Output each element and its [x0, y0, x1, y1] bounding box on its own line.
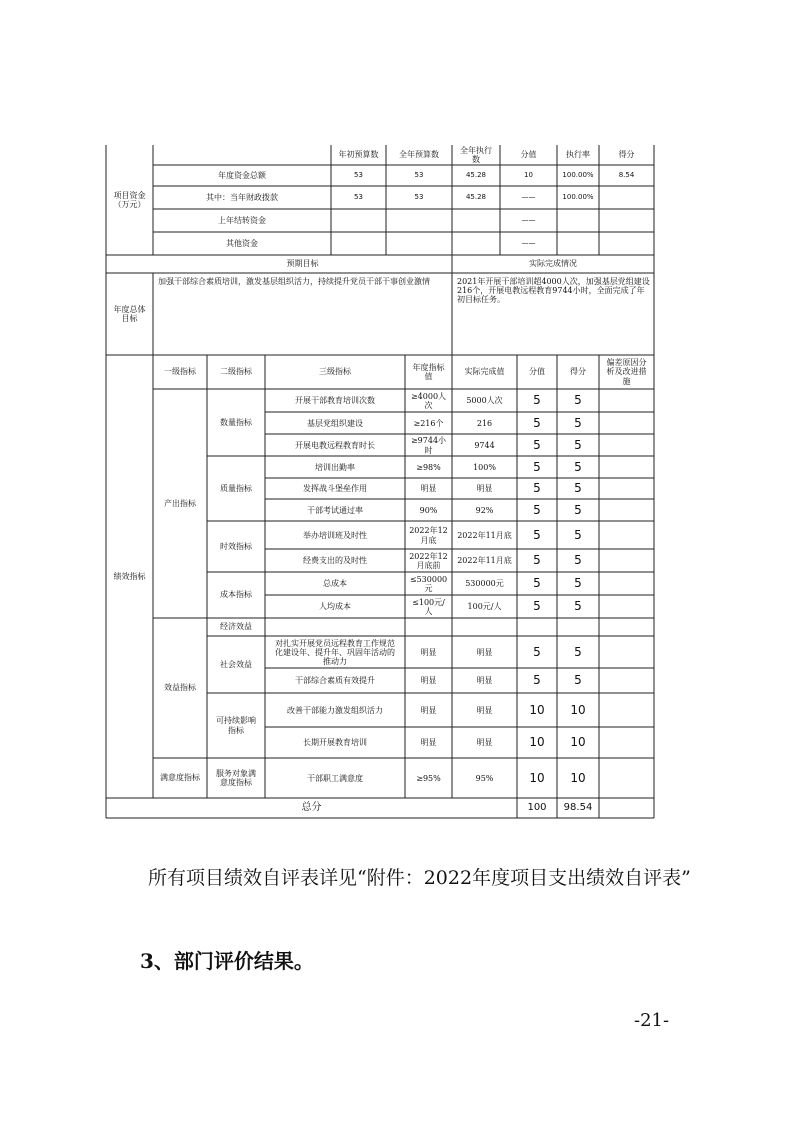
indicator-target: 2022年12月底 — [409, 526, 448, 545]
indicator-score: 10 — [529, 770, 545, 785]
goals-actual-text: 2021年开展干部培训超4000人次，加强基层党组建设216个，开展电教远程教育9744小时，全面完成了年初目标任务。 — [457, 277, 650, 305]
indicator-actual: 明显 — [476, 647, 493, 657]
perf-header-deviation: 偏差原因分析及改进措施 — [606, 358, 647, 386]
indicator-name: 举办培训班及时性 — [303, 530, 367, 540]
goals-expected-header: 预期目标 — [286, 259, 319, 269]
indicator-actual: 5000人次 — [466, 396, 503, 406]
perf-level2-quantity: 数量指标 — [220, 417, 252, 427]
indicator-target: 明显 — [420, 738, 437, 748]
indicator-points: 5 — [574, 437, 582, 452]
indicator-score: 10 — [529, 702, 545, 717]
indicator-score: 10 — [529, 735, 545, 750]
indicator-score: 5 — [533, 673, 541, 688]
indicator-target: 明显 — [420, 484, 437, 494]
funds-row-carryover-label: 上年结转资金 — [218, 215, 266, 225]
perf-level2-timeliness: 时效指标 — [220, 541, 252, 551]
indicator-points: 5 — [574, 393, 582, 408]
indicator-actual: 100元/人 — [467, 602, 502, 612]
indicator-points: 5 — [574, 553, 582, 568]
perf-header-level2: 二级指标 — [220, 367, 252, 377]
perf-level2-service-satisfaction: 服务对象满意度指标 — [216, 768, 256, 787]
indicator-actual: 9744 — [474, 440, 495, 450]
indicator-name: 经费支出的及时性 — [303, 556, 367, 566]
funds-row-fiscal-annual: 53 — [414, 193, 424, 202]
indicator-actual: 216 — [476, 418, 493, 428]
indicator-target: 明显 — [420, 676, 437, 686]
funds-row-total-points: 8.54 — [618, 171, 635, 180]
indicator-name: 发挥战斗堡垒作用 — [303, 484, 367, 494]
indicator-target: ≥9744小时 — [410, 436, 447, 455]
perf-header-actual: 实际完成值 — [464, 367, 505, 377]
indicator-score: 5 — [533, 481, 541, 496]
indicator-points: 5 — [574, 481, 582, 496]
indicator-actual: 92% — [475, 505, 494, 515]
indicator-actual: 530000元 — [465, 579, 504, 589]
indicator-name: 干部职工满意度 — [307, 773, 363, 783]
funds-row-fiscal-initial: 53 — [354, 193, 363, 202]
indicator-target: ≤530000元 — [409, 574, 448, 593]
indicator-name: 长期开展教育培训 — [303, 738, 367, 748]
funds-row-fiscal-score: —— — [521, 193, 536, 202]
indicator-name: 基层党组织建设 — [307, 418, 363, 428]
indicator-points: 10 — [570, 702, 586, 717]
indicator-actual: 95% — [475, 773, 494, 783]
indicator-name: 对扎实开展党员远程教育工作规范化建设年、提升年、巩固年活动的推动力 — [275, 638, 395, 667]
indicator-score: 5 — [533, 527, 541, 542]
indicator-target: 明显 — [420, 647, 437, 657]
funds-header-score: 分值 — [520, 150, 537, 160]
indicator-actual: 明显 — [476, 705, 493, 715]
indicator-score: 5 — [533, 437, 541, 452]
perf-level1-benefit: 效益指标 — [164, 683, 196, 693]
funds-row-fiscal-executed: 45.28 — [465, 193, 487, 202]
indicator-points: 5 — [574, 502, 582, 517]
indicator-actual: 明显 — [476, 738, 493, 748]
funds-row-total-score: 10 — [524, 171, 533, 180]
perf-level2-cost: 成本指标 — [220, 590, 252, 600]
funds-row-total-executed: 45.28 — [465, 171, 487, 180]
indicator-points: 5 — [574, 576, 582, 591]
indicator-name: 培训出勤率 — [315, 462, 355, 472]
indicator-name: 改善干部能力激发组织活力 — [287, 705, 383, 715]
funds-header-annual-executed: 全年执行数 — [460, 146, 492, 164]
perf-level2-social: 社会效益 — [220, 659, 252, 669]
indicator-score: 5 — [533, 553, 541, 568]
funds-row-fiscal-label: 其中：当年财政拨款 — [206, 192, 278, 202]
perf-header-level3: 三级指标 — [319, 367, 351, 377]
indicator-name: 总成本 — [323, 579, 347, 589]
indicator-score: 5 — [533, 502, 541, 517]
indicator-target: ≥98% — [416, 462, 441, 472]
indicator-name: 人均成本 — [319, 602, 351, 612]
indicator-points: 5 — [574, 415, 582, 430]
funds-row-fiscal-rate: 100.00% — [562, 193, 594, 202]
indicator-score: 5 — [533, 459, 541, 474]
indicator-name: 干部考试通过率 — [307, 505, 363, 515]
total-points: 98.54 — [563, 802, 593, 814]
indicator-points — [558, 619, 598, 636]
funds-header-rate: 执行率 — [566, 150, 590, 160]
perf-level1-satisfaction: 满意度指标 — [160, 773, 200, 783]
section-heading: 3、部门评价结果。 — [140, 949, 314, 973]
indicator-name — [266, 619, 404, 636]
perf-header-points: 得分 — [570, 367, 586, 377]
indicator-points: 10 — [570, 770, 586, 785]
goals-expected-text: 加强干部综合素质培训，激发基层组织活力，持续提升党员干部干事创业激情 — [158, 277, 430, 286]
indicator-points: 5 — [574, 673, 582, 688]
funds-header-annual-budget: 全年预算数 — [399, 150, 439, 160]
funds-row-other-score: —— — [521, 239, 536, 248]
indicator-actual: 2022年11月底 — [457, 530, 512, 540]
indicator-target: 90% — [419, 505, 438, 515]
indicator-target: ≥216个 — [413, 418, 444, 428]
attachment-note: 所有项目绩效自评表详见“附件：2022年度项目支出绩效自评表” — [148, 867, 691, 889]
indicator-score — [518, 619, 556, 636]
total-label: 总分 — [301, 802, 322, 814]
funds-row-total-rate: 100.00% — [562, 171, 594, 180]
perf-level2-sustainable: 可持续影响指标 — [216, 716, 256, 735]
indicator-target — [406, 619, 451, 636]
perf-header-target: 年度指标值 — [412, 362, 445, 381]
indicator-points: 5 — [574, 459, 582, 474]
indicator-target: ≥4000人次 — [410, 391, 447, 410]
total-score: 100 — [527, 802, 547, 814]
funds-section-label: 项目资金（万元） — [113, 190, 146, 209]
funds-row-total-label: 年度资金总额 — [218, 170, 266, 180]
funds-row-total-initial: 53 — [354, 171, 363, 180]
indicator-target: ≥95% — [416, 773, 441, 783]
goals-section-label: 年度总体目标 — [113, 304, 146, 323]
perf-header-score: 分值 — [529, 367, 545, 377]
perf-level1-output: 产出指标 — [164, 498, 196, 508]
indicator-score: 5 — [533, 599, 541, 614]
indicator-target: ≤100元/人 — [412, 597, 445, 616]
indicator-name: 开展干部教育培训次数 — [295, 396, 375, 406]
indicator-actual: 明显 — [476, 676, 493, 686]
funds-header-initial-budget: 年初预算数 — [338, 150, 379, 160]
indicator-target: 明显 — [420, 705, 437, 715]
perf-section-label: 绩效指标 — [113, 571, 146, 581]
perf-level2-quality: 质量指标 — [220, 483, 252, 493]
indicator-points: 10 — [570, 735, 586, 750]
indicator-score: 5 — [533, 393, 541, 408]
perf-level2-economic: 经济效益 — [220, 622, 252, 632]
funds-row-total-annual: 53 — [414, 171, 424, 180]
funds-row-other-label: 其他资金 — [226, 238, 258, 248]
goals-actual-header: 实际完成情况 — [529, 259, 577, 269]
indicator-actual: 2022年11月底 — [457, 556, 512, 566]
indicator-score: 5 — [533, 415, 541, 430]
indicator-score: 5 — [533, 644, 541, 659]
perf-header-level1: 一级指标 — [164, 367, 196, 377]
indicator-score: 5 — [533, 576, 541, 591]
funds-row-carryover-score: —— — [521, 216, 536, 225]
indicator-name: 干部综合素质有效提升 — [295, 676, 375, 686]
indicator-name: 开展电教远程教育时长 — [295, 440, 375, 450]
indicator-actual — [453, 619, 516, 636]
indicator-points: 5 — [574, 644, 582, 659]
page-number: -21- — [634, 1010, 670, 1031]
indicator-points: 5 — [574, 599, 582, 614]
indicator-target: 2022年12月底前 — [409, 551, 448, 570]
funds-header-points: 得分 — [618, 150, 635, 160]
indicator-actual: 100% — [473, 462, 496, 472]
indicator-actual: 明显 — [476, 484, 493, 494]
indicator-points: 5 — [574, 527, 582, 542]
